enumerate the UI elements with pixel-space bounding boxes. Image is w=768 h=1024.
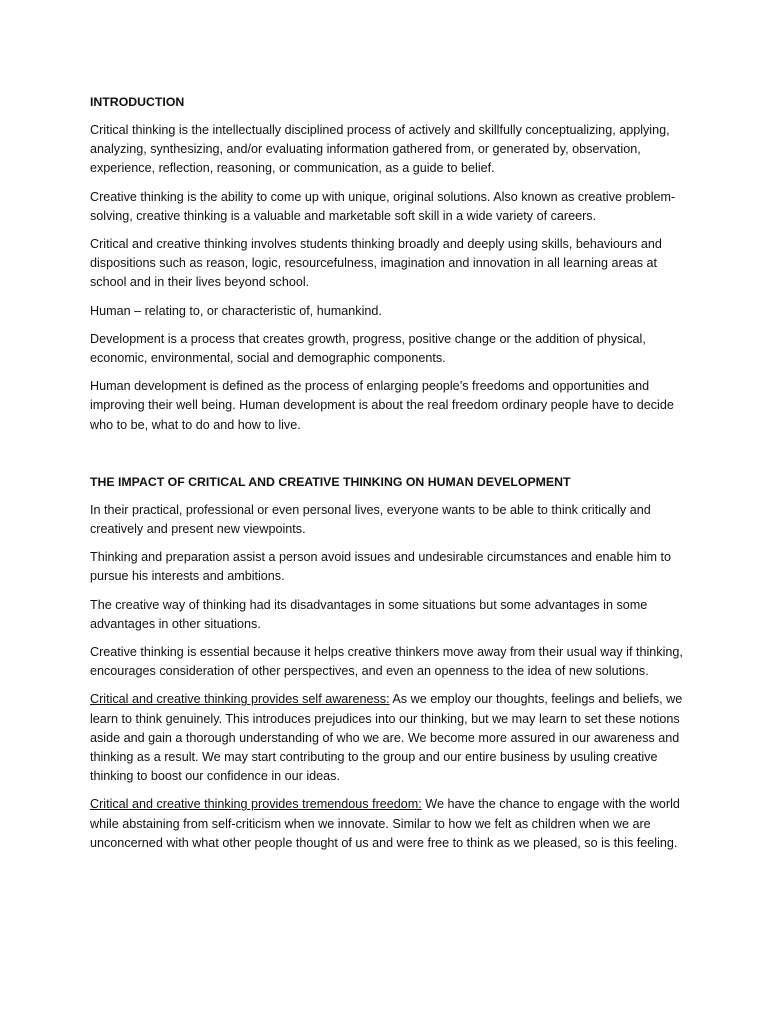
paragraph-critical-thinking-definition: Critical thinking is the intellectually disciplined process of actively and skillfully conceptualizing, applying, analyzing, synthesizing, and/or evaluating information gathered from, or generated by, observation, experience, reflection, reasoning, or communication, as a guide to belief. <box>90 123 670 176</box>
self-awareness-body: As we employ our thoughts, feelings and beliefs, we learn to think genuinely. This introduces prejudices into our thinking, but we may learn to set these notions aside and gain a thorough understanding of who we are. We become more assured in our awareness and thinking as a result. We may start contributing to the group and our entire business by usuling creative thinking to boost our confidence in our ideas. <box>90 692 683 784</box>
paragraph-human-development-definition: Human development is defined as the process of enlarging people’s freedoms and opportunities and improving their well being. Human development is about the real freedom ordinary people have to decide who to be, what to do and how to live. <box>90 379 674 432</box>
section-spacer <box>90 444 685 473</box>
self-awareness-lead: Critical and creative thinking provides self awareness: <box>90 692 390 707</box>
paragraph-critical-and-creative-thinking: Critical and creative thinking involves students thinking broadly and deeply using skills, behaviours and dispositions such as reason, logic, resourcefulness, imagination and innovation in all learning areas at school and in their lives beyond school. <box>90 237 662 290</box>
paragraph-impact-2: Thinking and preparation assist a person avoid issues and undesirable circumstances and enable him to pursue his interests and ambitions. <box>90 550 672 584</box>
paragraph-human-definition: Human – relating to, or characteristic of, humankind. <box>90 303 382 318</box>
paragraph-self-awareness <box>90 690 685 786</box>
paragraph-freedom <box>90 795 685 853</box>
document-body <box>90 93 685 862</box>
section-heading-impact: THE IMPACT OF CRITICAL AND CREATIVE THINKING ON HUMAN DEVELOPMENT <box>90 474 571 489</box>
paragraph-creative-thinking-definition: Creative thinking is the ability to come up with unique, original solutions. Also known as creative problem-solving, creative thinking is a valuable and marketable soft skill in a wide variety of careers. <box>90 189 676 223</box>
freedom-body: We have the chance to engage with the world while abstaining from self-criticism when we innovate. Similar to how we felt as children when we are unconcerned with what other people thought of us and were free to think as we pleased, so is this feeling. <box>90 797 680 850</box>
paragraph-impact-1: In their practical, professional or even personal lives, everyone wants to be able to think critically and creatively and present new viewpoints. <box>90 502 651 537</box>
paragraph-development-definition: Development is a process that creates growth, progress, positive change or the addition of physical, economic, environmental, social and demographic components. <box>90 331 646 366</box>
freedom-lead: Critical and creative thinking provides tremendous freedom: <box>90 797 422 812</box>
paragraph-impact-4: Creative thinking is essential because it helps creative thinkers move away from their usual way if thinking, encourages consideration of other perspectives, and even an openness to the idea of new solutions. <box>90 645 683 679</box>
section-heading-introduction: INTRODUCTION <box>90 95 185 109</box>
paragraph-impact-3: The creative way of thinking had its disadvantages in some situations but some advantages in some advantages in other situations. <box>90 597 648 631</box>
